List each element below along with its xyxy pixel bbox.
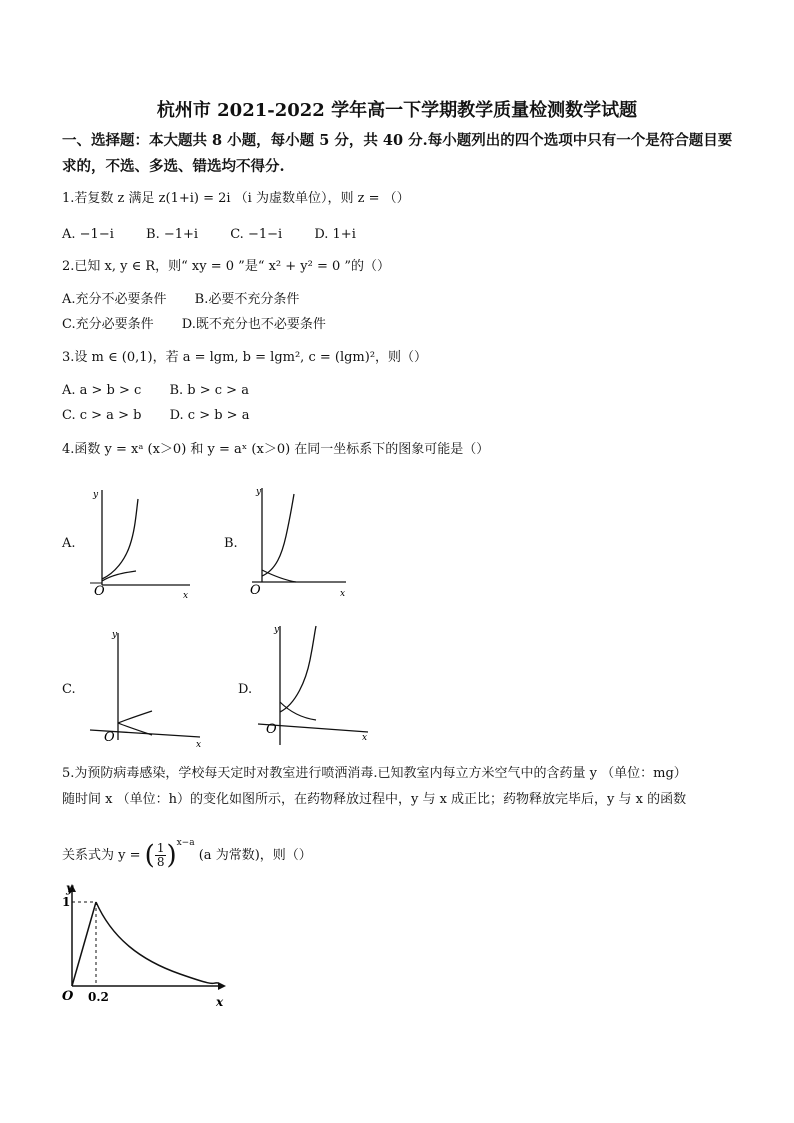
q4-option-a-label[interactable]: A. [62,536,76,551]
question-3-options-row1 [62,382,277,400]
q4-d-y: y [274,625,280,635]
q5-x-tick: 0.2 [88,990,109,1004]
q5-formula-paren-left: ( [144,840,155,871]
q4-option-d-label[interactable]: D. [238,682,253,697]
q5-formula-exponent: x−a [176,838,195,848]
q5-y-tick: 1 [62,895,71,909]
q5-fraction-numerator: 1 [156,841,165,855]
q5-fraction-denominator: 8 [156,855,165,869]
q4-a-y: y [93,490,99,500]
q4-d-x: x [362,733,368,743]
question-3-stem: 3.设 m ∈ (0,1)，若 a = lgm, b = lgm², c = (lgm)²，则（） [62,350,428,365]
q4-option-b-label[interactable]: B. [224,536,238,551]
q4-option-c-label[interactable]: C. [62,682,76,697]
question-5-stem-line3 [62,826,312,873]
section-header: 一、选择题：本大题共 8 小题，每小题 5 分，共 40 分.每小题列出的四个选项中只有一个是符合题目要求的，不选、多选、错选均不得分. [62,132,733,175]
q4-a-x: x [183,591,189,601]
q3-option-d[interactable]: D. c > b > a [169,408,250,423]
q4-graph-c[interactable] [88,625,208,750]
q3-option-c[interactable]: C. c > a > b [62,408,142,423]
question-4-stem: 4.函数 y = xᵃ (x＞0) 和 y = aˣ (x＞0) 在同一坐标系下的图象可能是（） [62,442,490,457]
q1-option-d[interactable]: D. 1+i [314,227,356,242]
question-5-stem-line1: 5.为预防病毒感染，学校每天定时对教室进行喷洒消毒.已知教室内每立方米空气中的含药量 y （单位：mg） [62,766,687,781]
q4-a-origin: O [94,584,105,599]
question-3-options-row2 [62,407,277,425]
q2-option-a[interactable]: A.充分不必要条件 [62,292,167,307]
q3-option-a[interactable]: A. a > b > c [62,383,142,398]
question-2-options-row1 [62,291,327,309]
q2-option-c[interactable]: C.充分必要条件 [62,317,154,332]
page-title: 杭州市 2021-2022 学年高一下学期教学质量检测数学试题 [156,100,638,121]
q4-c-y: y [112,630,118,640]
q5-x-label: x [216,995,224,1009]
q3-option-b[interactable]: B. b > c > a [169,383,249,398]
q4-graph-a[interactable] [80,485,200,605]
q4-b-y: y [256,487,262,497]
q4-b-x: x [340,589,346,599]
q4-graph-d[interactable] [256,620,381,750]
q1-option-b[interactable]: B. −1+i [146,227,199,242]
question-1-options [62,226,384,244]
question-2-stem: 2.已知 x, y ∈ R，则“ xy = 0 ”是“ x² + y² = 0 ”的（） [62,259,391,274]
q4-c-x: x [196,740,202,750]
q4-c-origin: O [104,730,115,745]
q4-d-origin: O [266,722,277,737]
q2-option-d[interactable]: D.既不充分也不必要条件 [181,317,326,332]
q5-formula-prefix: 关系式为 y = [62,848,141,863]
q4-b-origin: O [250,583,261,598]
q5-formula-fraction [155,842,167,869]
q1-option-a[interactable]: A. −1−i [62,227,114,242]
q5-origin: O [62,989,74,1004]
q5-formula-paren-right: ) [166,840,177,871]
q1-option-c[interactable]: C. −1−i [230,227,283,242]
q2-option-b[interactable]: B.必要不充分条件 [194,292,300,307]
q4-graph-b[interactable] [238,482,358,602]
q5-y-label: y [66,881,73,895]
question-5-stem-line2: 随时间 x （单位：h）的变化如图所示，在药物释放过程中，y 与 x 成正比；药物释放完毕后，y 与 x 的函数 [62,792,687,807]
question-2-options-row2 [62,316,354,334]
q5-decay-graph[interactable] [60,878,240,1018]
q5-formula-suffix: (a 为常数)，则（） [198,848,312,863]
question-1-stem: 1.若复数 z 满足 z(1+i) = 2i （i 为虚数单位），则 z = （） [62,191,410,206]
